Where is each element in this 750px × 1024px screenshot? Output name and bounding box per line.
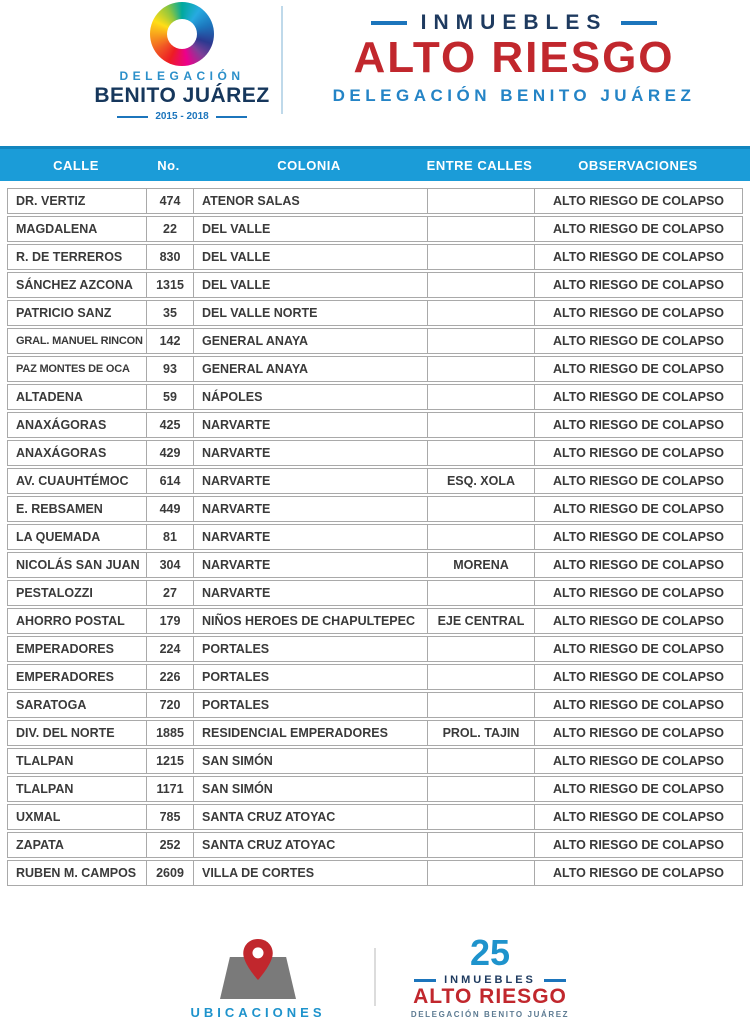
cell-no: 252 xyxy=(146,833,193,857)
cell-calle: DR. VERTIZ xyxy=(16,194,86,208)
cell-no: 1315 xyxy=(146,273,193,297)
cell-calle: TLALPAN xyxy=(16,782,74,796)
cell-obs: ALTO RIESGO DE COLAPSO xyxy=(534,497,742,521)
table-row xyxy=(7,468,743,494)
cell-no: 93 xyxy=(146,357,193,381)
table-row xyxy=(7,608,743,634)
cell-no: 304 xyxy=(146,553,193,577)
cell-colonia: NARVARTE xyxy=(193,497,427,521)
cell-obs: ALTO RIESGO DE COLAPSO xyxy=(534,553,742,577)
cell-obs: ALTO RIESGO DE COLAPSO xyxy=(534,637,742,661)
table-row xyxy=(7,272,743,298)
cell-colonia: GENERAL ANAYA xyxy=(193,329,427,353)
table-row xyxy=(7,412,743,438)
cell-colonia: PORTALES xyxy=(193,665,427,689)
cell-no: 142 xyxy=(146,329,193,353)
cell-colonia: SANTA CRUZ ATOYAC xyxy=(193,833,427,857)
table-row xyxy=(7,832,743,858)
cell-obs: ALTO RIESGO DE COLAPSO xyxy=(534,609,742,633)
cell-calle: MAGDALENA xyxy=(16,222,98,236)
cell-calle: RUBEN M. CAMPOS xyxy=(16,866,137,880)
table-row xyxy=(7,300,743,326)
cell-obs: ALTO RIESGO DE COLAPSO xyxy=(534,245,742,269)
cell-colonia: NÁPOLES xyxy=(193,385,427,409)
cell-calle: AHORRO POSTAL xyxy=(16,614,125,628)
cell-entre xyxy=(427,217,534,241)
table-row xyxy=(7,664,743,690)
cell-entre xyxy=(427,749,534,773)
table-row xyxy=(7,524,743,550)
column-header-calle: CALLE xyxy=(53,157,99,173)
cell-calle: PATRICIO SANZ xyxy=(16,306,112,320)
cell-colonia: NARVARTE xyxy=(193,581,427,605)
map-pin-icon xyxy=(218,939,298,999)
table-row xyxy=(7,860,743,886)
table-row xyxy=(7,580,743,606)
cell-calle: ANAXÁGORAS xyxy=(16,418,107,432)
cell-entre xyxy=(427,245,534,269)
table-row xyxy=(7,384,743,410)
cell-calle: E. REBSAMEN xyxy=(16,502,103,516)
cell-obs: ALTO RIESGO DE COLAPSO xyxy=(534,777,742,801)
cell-calle: UXMAL xyxy=(16,810,61,824)
page-subtitle: DELEGACIÓN BENITO JUÁREZ xyxy=(332,85,696,105)
cell-colonia: DEL VALLE NORTE xyxy=(193,301,427,325)
cell-no: 224 xyxy=(146,637,193,661)
column-header-entre-calles: ENTRE CALLES xyxy=(426,157,533,173)
cell-obs: ALTO RIESGO DE COLAPSO xyxy=(534,833,742,857)
cell-entre xyxy=(427,525,534,549)
cell-entre xyxy=(427,581,534,605)
cell-no: 429 xyxy=(146,441,193,465)
table-header xyxy=(0,146,750,181)
cell-obs: ALTO RIESGO DE COLAPSO xyxy=(534,301,742,325)
cell-no: 27 xyxy=(146,581,193,605)
cell-obs: ALTO RIESGO DE COLAPSO xyxy=(534,805,742,829)
cell-colonia: ATENOR SALAS xyxy=(193,189,427,213)
cell-no: 425 xyxy=(146,413,193,437)
cell-obs: ALTO RIESGO DE COLAPSO xyxy=(534,413,742,437)
footer-subtitle: DELEGACIÓN BENITO JUÁREZ xyxy=(410,1010,570,1020)
cell-colonia: DEL VALLE xyxy=(193,217,427,241)
table-row xyxy=(7,720,743,746)
footer-title: ALTO RIESGO xyxy=(413,985,567,1008)
cell-entre xyxy=(427,805,534,829)
cell-colonia: NARVARTE xyxy=(193,413,427,437)
cell-entre xyxy=(427,665,534,689)
cell-entre: PROL. TAJIN xyxy=(427,721,534,745)
cell-entre: MORENA xyxy=(427,553,534,577)
header-divider xyxy=(281,6,283,114)
cell-calle: GRAL. MANUEL RINCON xyxy=(16,335,143,347)
cell-calle: AV. CUAUHTÉMOC xyxy=(16,474,129,488)
cell-entre xyxy=(427,301,534,325)
cell-entre xyxy=(427,357,534,381)
table-row xyxy=(7,440,743,466)
column-header-colonia: COLONIA xyxy=(277,157,341,173)
cell-no: 785 xyxy=(146,805,193,829)
cell-colonia: SAN SIMÓN xyxy=(193,749,427,773)
cell-obs: ALTO RIESGO DE COLAPSO xyxy=(534,217,742,241)
cell-no: 614 xyxy=(146,469,193,493)
table-row xyxy=(7,328,743,354)
cell-entre xyxy=(427,497,534,521)
cell-calle: PESTALOZZI xyxy=(16,586,93,600)
cell-calle: ANAXÁGORAS xyxy=(16,446,107,460)
table-row xyxy=(7,776,743,802)
cell-calle: LA QUEMADA xyxy=(16,530,101,544)
cell-calle: SÁNCHEZ AZCONA xyxy=(16,278,133,292)
cell-colonia: SANTA CRUZ ATOYAC xyxy=(193,805,427,829)
cell-obs: ALTO RIESGO DE COLAPSO xyxy=(534,329,742,353)
cell-obs: ALTO RIESGO DE COLAPSO xyxy=(534,581,742,605)
cell-no: 226 xyxy=(146,665,193,689)
cell-entre xyxy=(427,189,534,213)
table-row xyxy=(7,748,743,774)
cell-calle: TLALPAN xyxy=(16,754,74,768)
table-row xyxy=(7,356,743,382)
logo-delegacion-text: DELEGACIÓN xyxy=(119,69,245,83)
table-row xyxy=(7,692,743,718)
column-header-no: No. xyxy=(157,157,180,173)
footer-count: 25 xyxy=(469,932,511,973)
cell-obs: ALTO RIESGO DE COLAPSO xyxy=(534,693,742,717)
cell-obs: ALTO RIESGO DE COLAPSO xyxy=(534,357,742,381)
cell-obs: ALTO RIESGO DE COLAPSO xyxy=(534,525,742,549)
header xyxy=(0,0,750,146)
cell-entre xyxy=(427,273,534,297)
cell-obs: ALTO RIESGO DE COLAPSO xyxy=(534,861,742,885)
cell-entre xyxy=(427,413,534,437)
cell-no: 1885 xyxy=(146,721,193,745)
cell-obs: ALTO RIESGO DE COLAPSO xyxy=(534,441,742,465)
footer-kicker: INMUEBLES xyxy=(398,974,582,986)
cell-colonia: PORTALES xyxy=(193,637,427,661)
table-row xyxy=(7,552,743,578)
cell-entre xyxy=(427,441,534,465)
cell-no: 1215 xyxy=(146,749,193,773)
cell-calle: R. DE TERREROS xyxy=(16,250,123,264)
footer-summary-block xyxy=(398,932,582,1020)
cell-obs: ALTO RIESGO DE COLAPSO xyxy=(534,721,742,745)
cell-calle: ZAPATA xyxy=(16,838,64,852)
cell-colonia: RESIDENCIAL EMPERADORES xyxy=(193,721,427,745)
cell-obs: ALTO RIESGO DE COLAPSO xyxy=(534,749,742,773)
cell-calle: ALTADENA xyxy=(16,390,83,404)
table-row xyxy=(7,804,743,830)
cell-calle: EMPERADORES xyxy=(16,642,114,656)
column-header-observaciones: OBSERVACIONES xyxy=(578,157,698,173)
table-body xyxy=(0,181,750,886)
cell-entre xyxy=(427,693,534,717)
cell-no: 59 xyxy=(146,385,193,409)
cell-colonia: VILLA DE CORTES xyxy=(193,861,427,885)
footer-locations-block xyxy=(168,939,348,1020)
logo-years-text: 2015 - 2018 xyxy=(117,111,247,122)
page-title: ALTO RIESGO xyxy=(353,33,675,82)
cell-no: 179 xyxy=(146,609,193,633)
cell-no: 830 xyxy=(146,245,193,269)
cell-entre xyxy=(427,637,534,661)
cell-no: 449 xyxy=(146,497,193,521)
cell-obs: ALTO RIESGO DE COLAPSO xyxy=(534,665,742,689)
page-title-block xyxy=(318,11,710,106)
footer-locations-label: UBICACIONES xyxy=(190,1005,326,1020)
cell-entre xyxy=(427,385,534,409)
cell-obs: ALTO RIESGO DE COLAPSO xyxy=(534,189,742,213)
cell-no: 35 xyxy=(146,301,193,325)
cell-colonia: PORTALES xyxy=(193,693,427,717)
cell-colonia: NARVARTE xyxy=(193,469,427,493)
cell-entre xyxy=(427,833,534,857)
cell-colonia: GENERAL ANAYA xyxy=(193,357,427,381)
cell-colonia: NARVARTE xyxy=(193,553,427,577)
cell-no: 474 xyxy=(146,189,193,213)
cell-calle: SARATOGA xyxy=(16,698,87,712)
cell-calle: DIV. DEL NORTE xyxy=(16,726,115,740)
cell-obs: ALTO RIESGO DE COLAPSO xyxy=(534,385,742,409)
table-row xyxy=(7,244,743,270)
cell-obs: ALTO RIESGO DE COLAPSO xyxy=(534,469,742,493)
table-row xyxy=(7,636,743,662)
cell-entre: ESQ. XOLA xyxy=(427,469,534,493)
location-pin-icon xyxy=(243,939,274,980)
cell-no: 1171 xyxy=(146,777,193,801)
logo-name-text: BENITO JUÁREZ xyxy=(94,84,270,107)
cell-no: 720 xyxy=(146,693,193,717)
cell-no: 2609 xyxy=(146,861,193,885)
table-row xyxy=(7,216,743,242)
footer xyxy=(0,932,750,1024)
cell-entre xyxy=(427,329,534,353)
cell-entre xyxy=(427,777,534,801)
cell-calle: NICOLÁS SAN JUAN xyxy=(16,558,140,572)
cell-no: 81 xyxy=(146,525,193,549)
cell-colonia: DEL VALLE xyxy=(193,273,427,297)
cell-colonia: NIÑOS HEROES DE CHAPULTEPEC xyxy=(193,609,427,633)
cell-entre: EJE CENTRAL xyxy=(427,609,534,633)
cell-colonia: SAN SIMÓN xyxy=(193,777,427,801)
logo-ring-icon xyxy=(150,2,214,66)
table-row xyxy=(7,496,743,522)
footer-divider xyxy=(374,948,376,1006)
cell-calle: EMPERADORES xyxy=(16,670,114,684)
cell-obs: ALTO RIESGO DE COLAPSO xyxy=(534,273,742,297)
delegacion-logo xyxy=(92,0,272,122)
cell-colonia: DEL VALLE xyxy=(193,245,427,269)
cell-no: 22 xyxy=(146,217,193,241)
cell-entre xyxy=(427,861,534,885)
cell-colonia: NARVARTE xyxy=(193,441,427,465)
title-kicker: INMUEBLES xyxy=(318,11,710,35)
cell-colonia: NARVARTE xyxy=(193,525,427,549)
cell-calle: PAZ MONTES DE OCA xyxy=(16,363,130,375)
table-row xyxy=(7,188,743,214)
